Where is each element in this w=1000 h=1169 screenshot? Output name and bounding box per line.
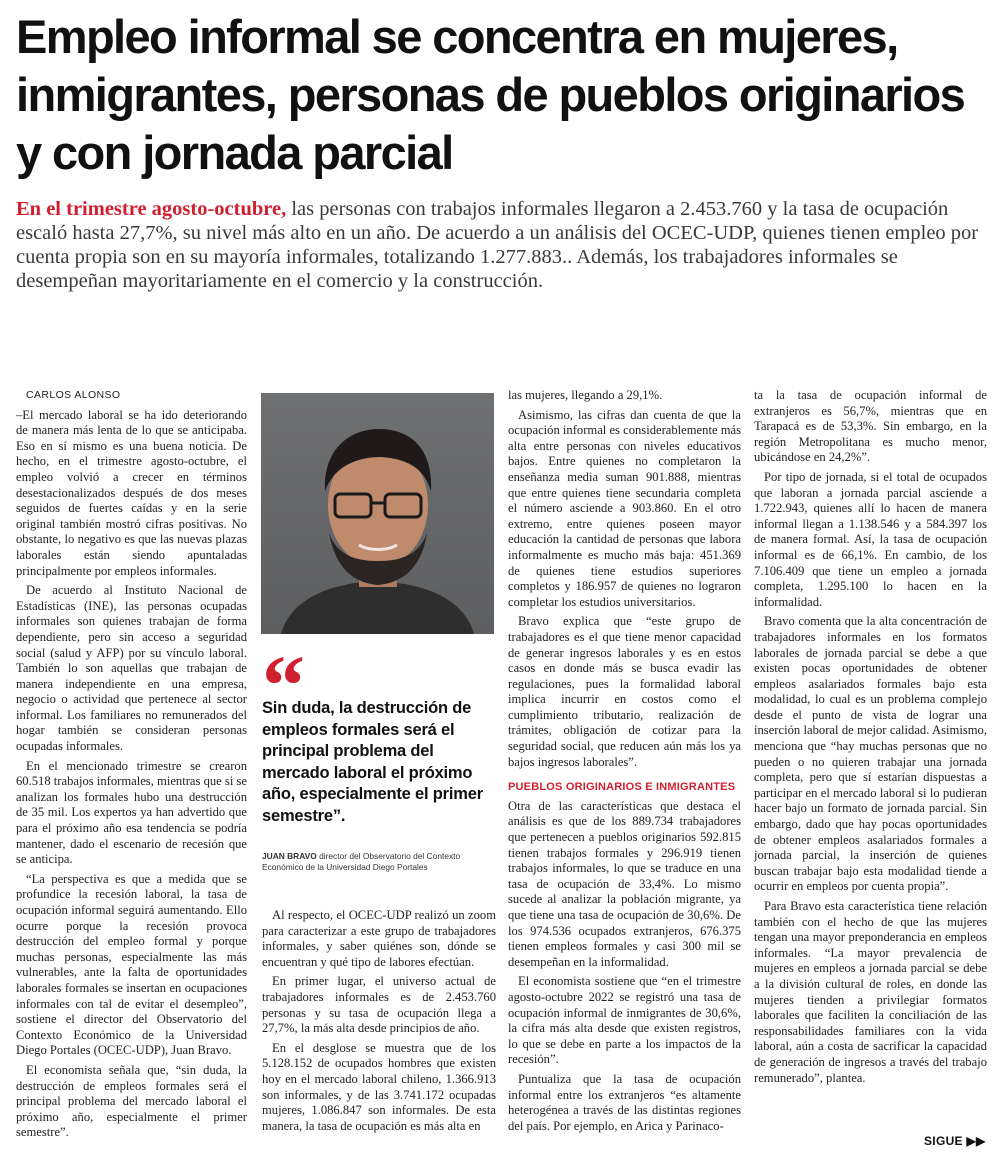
paragraph: El economista sostiene que “en el trimestre agosto-octubre 2022 se registró una tasa de ocupación informal de inmigrantes de 30,6%, la cifra más alta desde que existen registros, lo que se debe en parte a los impactos de la recesión”. (508, 974, 741, 1067)
continue-link[interactable] (924, 1134, 986, 1148)
paragraph: De acuerdo al Instituto Nacional de Estadísticas (INE), las personas ocupadas informales son quienes trabajan de forma dependiente, pero sin acceso a seguridad social (salud y AFP) por su vínculo laboral. También lo son aquellas que trabajan de manera independiente en una empresa, negocio o actividad que pertenece al sector informal. Los familiares no remunerados del hogar también se consideran personas ocupadas informales. (16, 583, 247, 754)
column-3 (508, 388, 741, 1138)
quote-author: JUAN BRAVO (262, 851, 317, 861)
lead-paragraph (16, 197, 986, 293)
quote-credit (262, 851, 498, 873)
paragraph: Puntualiza que la tasa de ocupación informal entre los extranjeros “es altamente heterogénea a través de las distintas regiones del país. Por ejemplo, en Arica y Parinaco- (508, 1071, 741, 1133)
continue-label: SIGUE (924, 1134, 963, 1148)
forward-arrows-icon: ▶▶ (966, 1134, 986, 1148)
paragraph: Otra de las características que destaca el análisis es que de los 889.734 trabajadores que pertenecen a pueblos originarios 592.815 tienen trabajos formales y 296.919 tienen trabajos informales, lo que se traduce en una tasa de ocupación de 33,4%. Lo mismo sucede al analizar la población migrante, ya que tiene una tasa de ocupación de 30,6%. De los 974.536 ocupados extranjeros, 676.375 tienen empleos formales y casi 300 mil se desempeñan en la informalidad. (508, 798, 741, 969)
section-subhead: PUEBLOS ORIGINARIOS E INMIGRANTES (508, 781, 736, 794)
portrait-figure (261, 393, 494, 634)
paragraph: ta la tasa de ocupación informal de extranjeros es 56,7%, mientras que en Tarapacá es de 53,3%. Sin embargo, en la región Metropolitana es mucho menor, ubicándose en 24,2%”. (754, 388, 987, 465)
paragraph: Al respecto, el OCEC-UDP realizó un zoom para caracterizar a este grupo de trabajadores informales, y saber quiénes son, dónde se encuentran y qué tipo de labores efectúan. (262, 908, 496, 969)
paragraph: Bravo comenta que la alta concentración de trabajadores informales en los formatos laborales de jornada parcial se debe a que existen pocas oportunidades de obtener empleos asalariados formales bajo esta modalidad, lo cual es un problema complejo desde el punto de vista de lograr una inserción laboral de mejor calidad. Asimismo, menciona que “hay muchas personas que no pueden o no quieren trabajar una jornada completa, pero que sí estarían dispuestas a participar en el mercado laboral si lo pudieran hacer bajo un formato de jornada parcial. Sin embargo, dado que hay pocas oportunidades de obtener empleos asalariados formales a jornada parcial, la inserción de quienes buscan trabajar bajo esta modalidad tiende a ocurrir en empleos por cuenta propia”. (754, 614, 987, 894)
paragraph: Por tipo de jornada, si el total de ocupados que laboran a jornada parcial asciende a 1.722.943, quienes allí lo hacen de manera informal llegan a 1.138.546 y a 584.397 los de manera formal. Así, la tasa de ocupación informal es de 66,1%. En cambio, de los 7.106.409 que tiene un empleo a jornada completa, 1.295.100 lo hacen en la informalidad. (754, 469, 987, 609)
portrait-photo (261, 393, 494, 634)
paragraph: En el mencionado trimestre se crearon 60.518 trabajos informales, mientras que si se analizan los formales hubo una destrucción de 35 mil. Los expertos ya han advertido que para el próximo año esa tendencia se podría mantener, dado el escenario de recesión que se anticipa. (16, 758, 247, 867)
paragraph: “La perspectiva es que a medida que se profundice la recesión laboral, la tasa de ocupación informal seguirá aumentando. Ello ocurre porque la recesión provoca destrucción del empleo formal y porque muchas personas, especialmente las más vulnerables, ante la falta de oportunidades laborales formales se insertan en ocupaciones informales con tal de evitar el desempleo”, sostiene el director del Observatorio del Contexto Económico de la Universidad Diego Portales (OCEC-UDP), Juan Bravo. (16, 871, 247, 1058)
column-1 (16, 388, 247, 1145)
paragraph: las mujeres, llegando a 29,1%. (508, 388, 663, 402)
lead-text: las personas con trabajos informales llegaron a 2.453.760 y la tasa de ocupación escaló hasta 27,7%, su nivel más alto en un año. De acuerdo a un análisis del OCEC-UDP, quienes tienen empleo por cuenta propia son en su mayoría informales, totalizando 1.277.883.. Además, los trabajadores informales se desempeñan mayoritariamente en el comercio y la construcción. (16, 198, 979, 292)
headline: Empleo informal se concentra en mujeres, inmigrantes, personas de pueblos originarios y con jornada parcial (16, 10, 965, 179)
lead-highlight: En el trimestre agosto-octubre, (16, 198, 287, 220)
paragraph: En el desglose se muestra que de los 5.128.152 de ocupados hombres que existen hoy en el mercado laboral chileno, 1.366.913 son informales, y de las 3.741.172 ocupadas mujeres, 1.086.847 son informales. De esta manera, la tasa de ocupación es más alta en (262, 1040, 496, 1133)
quote-mark-icon: “ (262, 637, 305, 733)
column-2 (262, 908, 496, 1138)
paragraph: Asimismo, las cifras dan cuenta de que la ocupación informal es considerablemente más alta entre personas con niveles educativos bajos. Entre quienes no completaron la enseñanza media suman 901.888, mientras que entre quienes tiene secundaria completa el número asciende a 903.860. En el otro extremo, entre quienes poseen mayor educación la cantidad de personas que labora informalmente es mucho más baja: 451.369 de quienes tiene estudios superiores completos y 186.957 de quienes no lograron completar los estudios universitarios. (508, 407, 741, 609)
pull-quote: Sin duda, la destrucción de empleos formales será el principal problema del mercado laboral el próximo año, especialmente el primer semestre”. (262, 699, 483, 825)
column-4 (754, 388, 987, 1090)
paragraph: El economista señala que, “sin duda, la destrucción de empleos formales será el principal problema del mercado laboral el próximo año, especialmente el primer semestre”. (16, 1062, 247, 1140)
paragraph: En primer lugar, el universo actual de trabajadores informales es de 2.453.760 personas y su tasa de ocupación llega a 27,7%, la más alta desde principios de año. (262, 974, 496, 1036)
paragraph: –El mercado laboral se ha ido deteriorando de manera más lenta de lo que se anticipaba. Eso en sí mismo es una buena noticia. De hecho, en el trimestre agosto-octubre, el empleo volvió a crecer en términos desestacionalizados después de dos meses seguidos de fuertes caídas y en la serie original también mostró cifras positivas. No obstante, lo negativo es que las nuevas plazas laborales están siendo apuntaladas principalmente por empleos informales. (16, 407, 247, 578)
quote-role: director del Observatorio del Contexto Económico de la Universidad Diego Portales (262, 851, 461, 872)
paragraph: Bravo explica que “este grupo de trabajadores es el que tiene menor capacidad de generar ingresos laborales y es en estos casos en donde más se busca evadir las regulaciones, pues la formalidad laboral implica incurrir en costos como el cumplimiento tributario, realización de trámites, obligación de cotizar para la seguridad social, que reducen aún más los ya bajos ingresos laborales”. (508, 614, 741, 769)
paragraph: Para Bravo esta característica tiene relación también con el hecho de que las mujeres tengan una mayor preponderancia en empleos informales. “La mayor prevalencia de mujeres en empleos a jornada parcial se debe a la división cultural de roles, en donde las mujeres tienden a privilegiar formatos laborales que faciliten la conciliación de las responsabilidades familiares con la vida laboral, aún a costa de sacrificar la capacidad de generación de ingresos a través del trabajo remunerado”, plantea. (754, 899, 987, 1085)
byline: CARLOS ALONSO (26, 389, 121, 401)
